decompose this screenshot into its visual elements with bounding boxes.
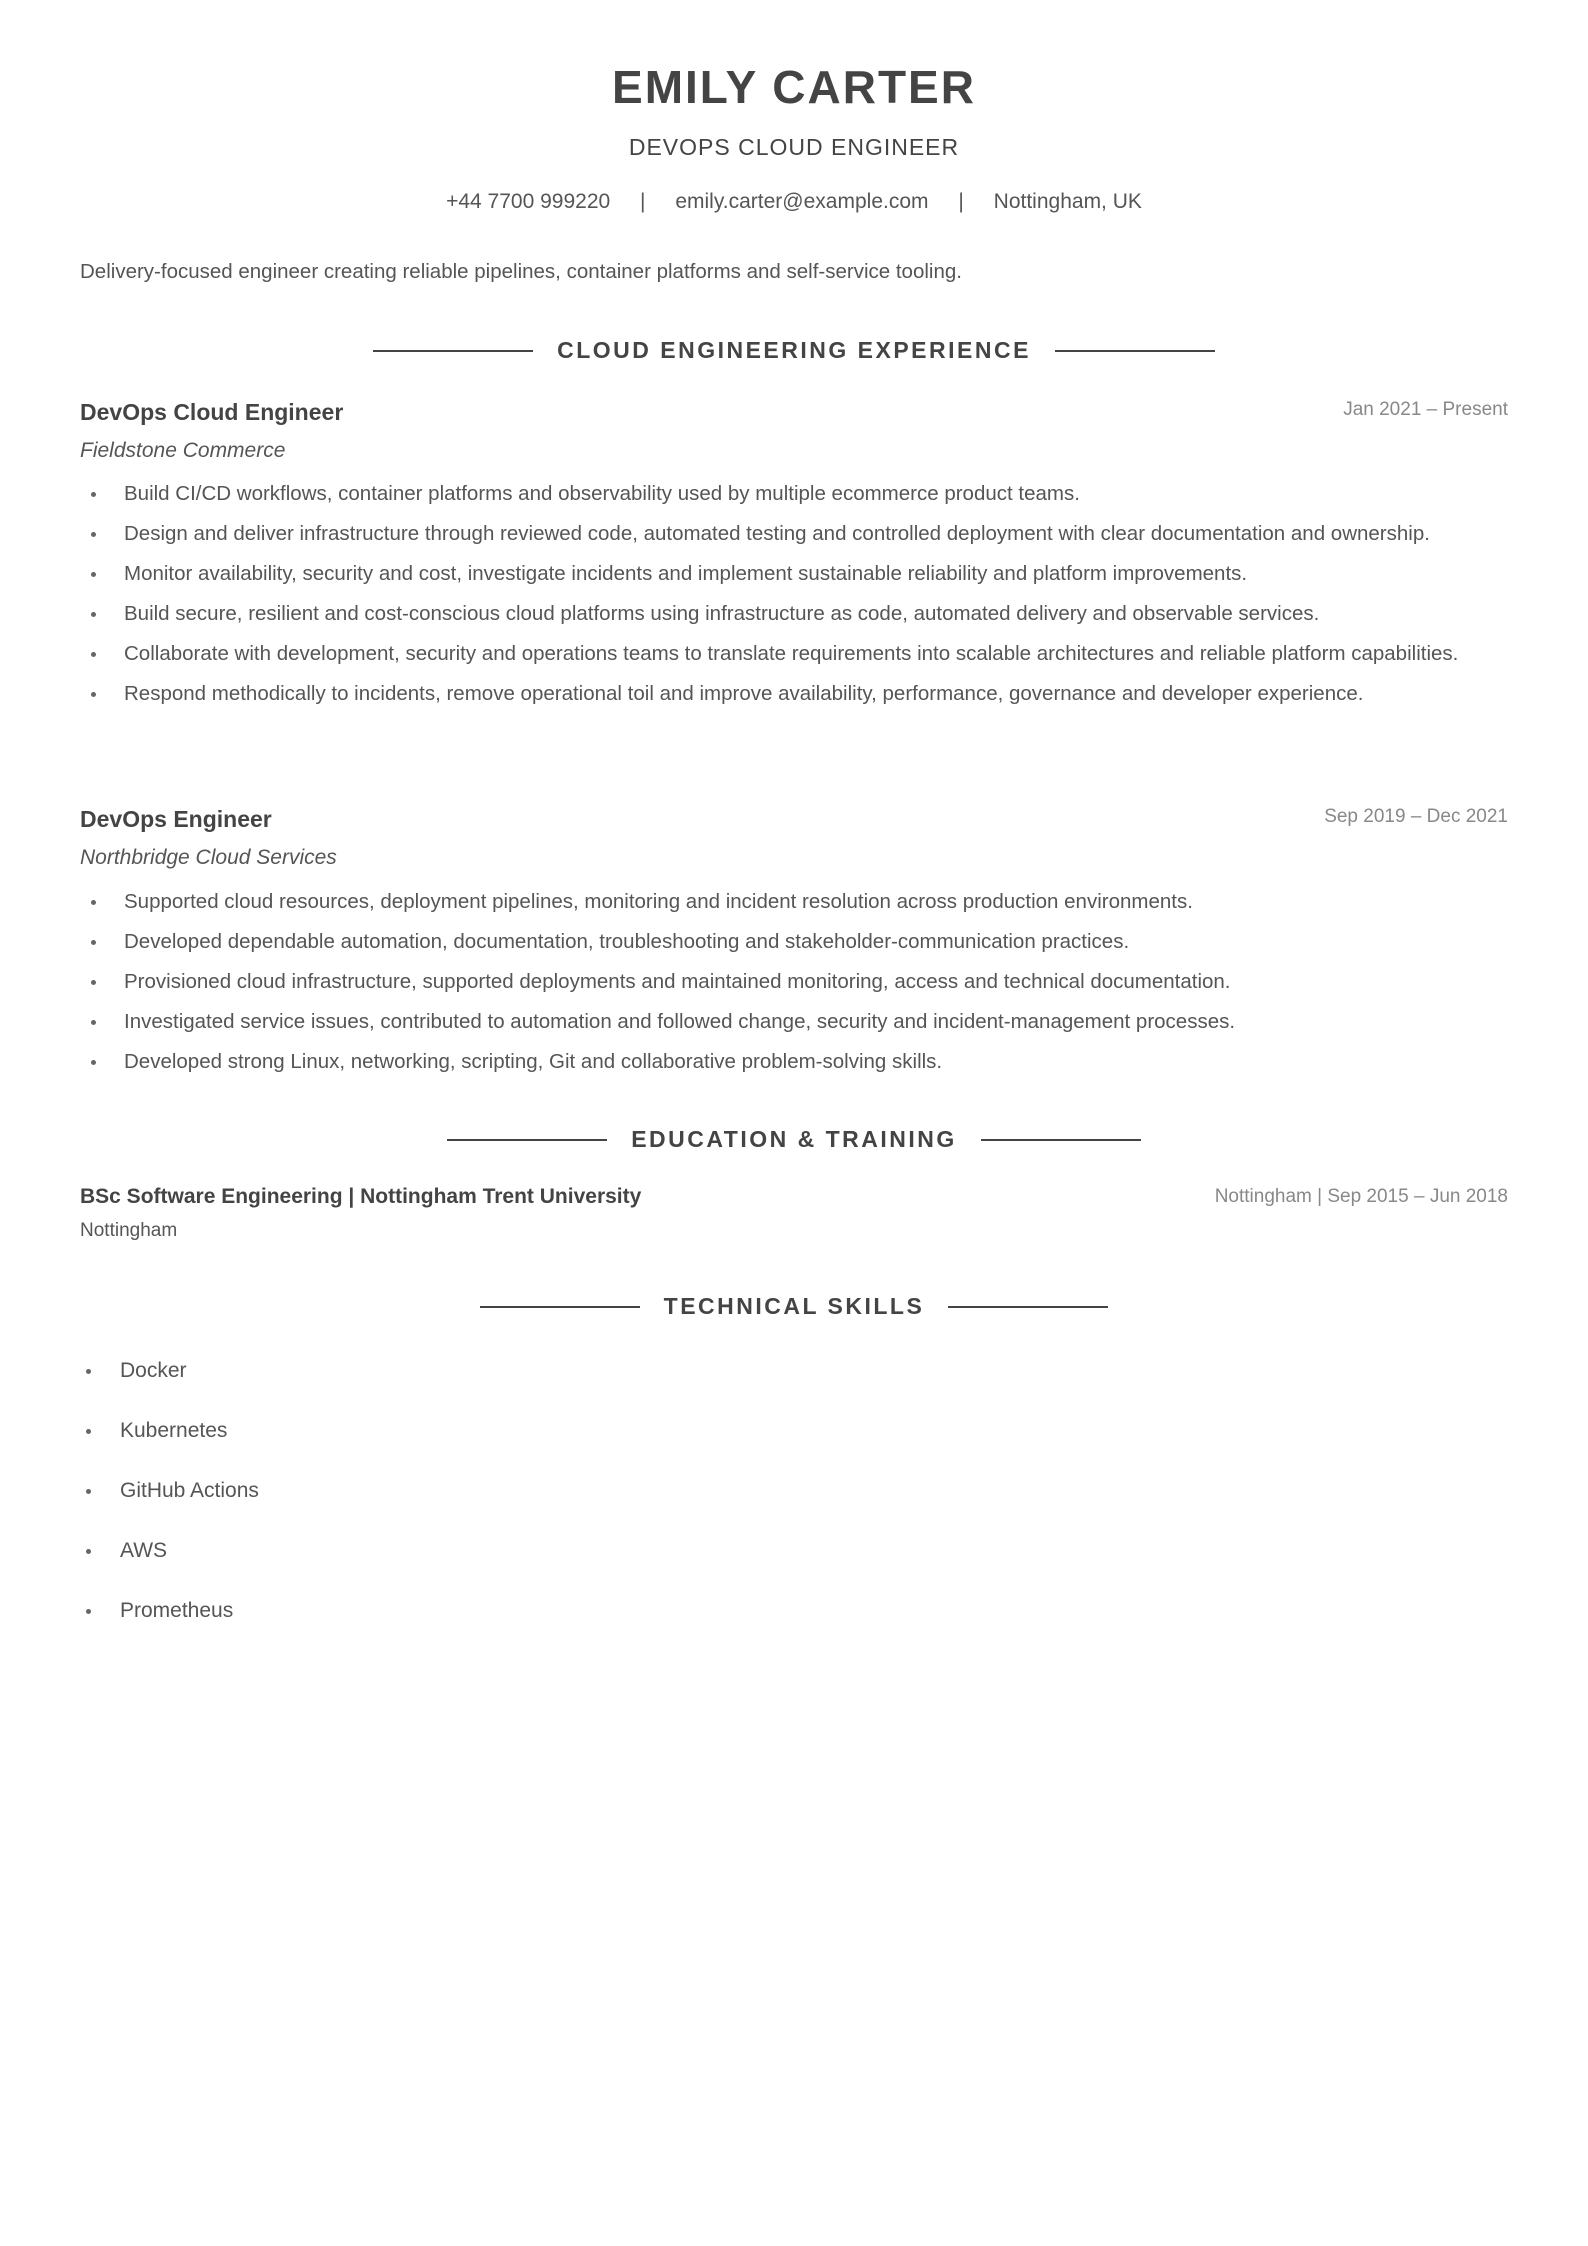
job-title: DevOps Engineer (80, 806, 272, 832)
job-bullets (80, 478, 1508, 718)
list-item: Supported cloud resources, deployment pipelines, monitoring and incident resolution across production environments. (80, 886, 1508, 918)
job-company: Fieldstone Commerce (80, 439, 286, 462)
heading-rule-right (1055, 350, 1215, 352)
skill-item: GitHub Actions (80, 1476, 1508, 1536)
list-item: Build CI/CD workflows, container platforms and observability used by multiple ecommerce product teams. (80, 478, 1508, 510)
heading-rule-left (373, 350, 533, 352)
job-dates: Sep 2019 – Dec 2021 (1324, 806, 1508, 827)
job-title: DevOps Cloud Engineer (80, 399, 344, 425)
list-item: Provisioned cloud infrastructure, supported deployments and maintained monitoring, access and technical documentation. (80, 966, 1508, 998)
candidate-role: DEVOPS CLOUD ENGINEER (628, 134, 960, 160)
job-dates: Jan 2021 – Present (1343, 399, 1508, 420)
contact-separator: | (640, 190, 646, 213)
contact-separator: | (958, 190, 964, 213)
email-address: emily.carter@example.com (675, 190, 929, 213)
job-company: Northbridge Cloud Services (80, 846, 337, 869)
list-item: Investigated service issues, contributed to automation and followed change, security and incident-management processes. (80, 1006, 1508, 1038)
experience-heading-label: CLOUD ENGINEERING EXPERIENCE (557, 337, 1031, 363)
list-item: Developed dependable automation, documentation, troubleshooting and stakeholder-communication practices. (80, 926, 1508, 958)
skills-heading-label: TECHNICAL SKILLS (663, 1293, 925, 1319)
heading-rule-left (447, 1139, 607, 1141)
list-item: Monitor availability, security and cost, investigate incidents and implement sustainable reliability and platform improvements. (80, 558, 1508, 590)
list-item: Build secure, resilient and cost-conscious cloud platforms using infrastructure as code, automated delivery and observable services. (80, 598, 1508, 630)
summary: Delivery-focused engineer creating reliable pipelines, container platforms and self-service tooling. (80, 260, 962, 283)
education-dates: Nottingham | Sep 2015 – Jun 2018 (1214, 1186, 1508, 1207)
skill-item: Kubernetes (80, 1416, 1508, 1476)
education-heading-label: EDUCATION & TRAINING (631, 1126, 957, 1152)
skill-item: Prometheus (80, 1596, 1508, 1656)
list-item: Developed strong Linux, networking, scripting, Git and collaborative problem-solving skills. (80, 1046, 1508, 1078)
heading-rule-right (948, 1306, 1108, 1308)
education-heading (80, 1126, 1508, 1153)
skill-item: AWS (80, 1536, 1508, 1596)
skill-item: Docker (80, 1356, 1508, 1416)
skills-heading (80, 1293, 1508, 1320)
list-item: Design and deliver infrastructure through reviewed code, automated testing and controlled deployment with clear documentation and ownership. (80, 518, 1508, 550)
list-item: Collaborate with development, security and operations teams to translate requirements into scalable architectures and reliable platform capabilities. (80, 638, 1508, 670)
education-location: Nottingham (80, 1220, 178, 1241)
education-degree: BSc Software Engineering | Nottingham Trent University (80, 1185, 642, 1208)
skills-list (80, 1356, 1508, 1656)
phone-number: +44 7700 999220 (446, 190, 611, 213)
candidate-name: EMILY CARTER (612, 61, 976, 113)
job-bullets (80, 886, 1508, 1086)
heading-rule-right (981, 1139, 1141, 1141)
location: Nottingham, UK (993, 190, 1142, 213)
heading-rule-left (480, 1306, 640, 1308)
list-item: Respond methodically to incidents, remove operational toil and improve availability, performance, governance and developer experience. (80, 678, 1508, 710)
contact-line (80, 190, 1508, 214)
experience-heading (80, 337, 1508, 364)
